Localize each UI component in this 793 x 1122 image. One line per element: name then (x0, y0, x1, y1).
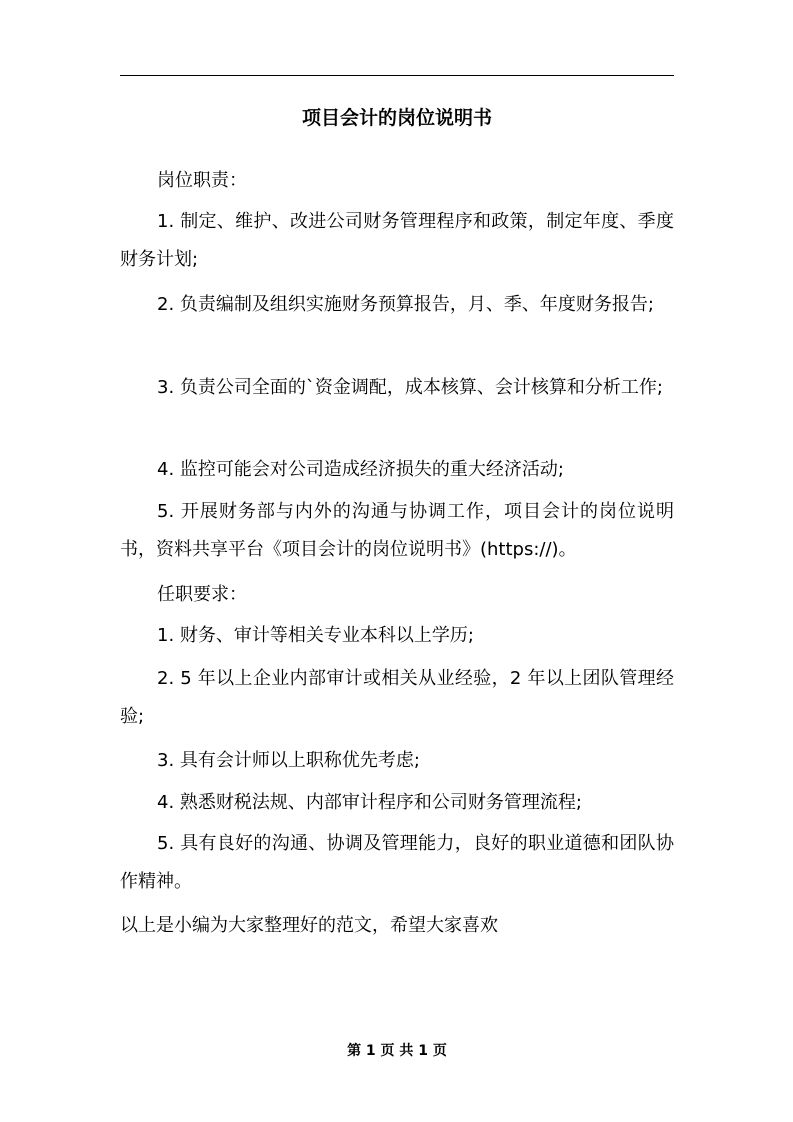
requirements-heading: 任职要求： (157, 584, 247, 605)
requirement-item-4: 4. 熟悉财税法规、内部审计程序和公司财务管理流程; (157, 792, 582, 813)
duty-item-5: 5. 开展财务部与内外的沟通与协调工作，项目会计的岗位说明书，资料共享平台《项目会计的岗位说明书》(https://)。 (120, 501, 674, 560)
duty-item-3: 3. 负责公司全面的`资金调配，成本核算、会计核算和分析工作; (157, 377, 663, 398)
requirement-item-5: 5. 具有良好的沟通、协调及管理能力，良好的职业道德和团队协作精神。 (120, 833, 674, 892)
duty-item-2: 2. 负责编制及组织实施财务预算报告，月、季、年度财务报告; (157, 294, 654, 315)
page-number: 第 1 页 共 1 页 (347, 1043, 447, 1059)
header-rule (120, 75, 674, 76)
requirement-item-3: 3. 具有会计师以上职称优先考虑; (157, 750, 420, 771)
closing-text: 以上是小编为大家整理好的范文，希望大家喜欢 (120, 915, 498, 936)
duties-heading: 岗位职责： (157, 170, 247, 191)
requirement-item-2: 2. 5 年以上企业内部审计或相关从业经验，2 年以上团队管理经验; (120, 668, 674, 727)
document-title: 项目会计的岗位说明书 (301, 107, 492, 129)
requirement-item-1: 1. 财务、审计等相关专业本科以上学历; (157, 625, 474, 646)
duty-item-4: 4. 监控可能会对公司造成经济损失的重大经济活动; (157, 459, 564, 480)
duty-item-1: 1. 制定、维护、改进公司财务管理程序和政策，制定年度、季度财务计划; (120, 211, 674, 270)
